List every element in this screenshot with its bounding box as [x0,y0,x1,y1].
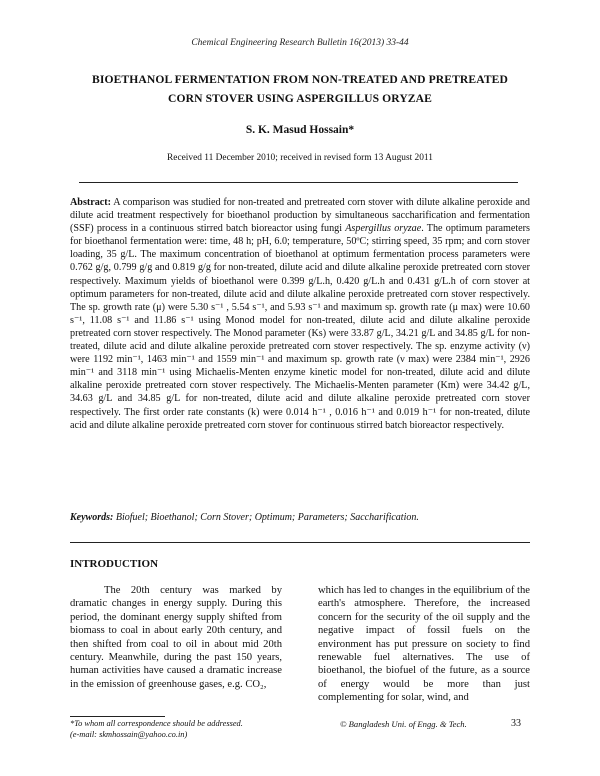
intro-column-right: which has led to changes in the equilibrium of the earth's atmosphere. Therefore, the increased concern for the security of the oil supply and the negative impact of fossil fuels on the environment has put pressure on society to find renewable fuel alternatives. The use of bioethanol, the biofuel of the future, as a source of energy would be more than just complementing for solar, wind, and [318,585,530,704]
title-line-2: CORN STOVER USING ASPERGILLUS ORYZAE [168,92,432,105]
keywords [70,512,530,523]
footnote-correspondence: *To whom all correspondence should be addressed. [70,719,243,728]
author-name: S. K. Masud Hossain* [245,124,355,136]
copyright: © Bangladesh Uni. of Engg. & Tech. [340,719,467,729]
journal-header: Chemical Engineering Research Bulletin 16(2013) 33-44 [191,38,409,48]
abstract [70,196,530,432]
introduction-heading: INTRODUCTION [70,558,159,570]
page-number: 33 [511,718,521,729]
footnote [70,719,330,740]
keywords-list: Biofuel; Bioethanol; Corn Stover; Optimum; Parameters; Saccharification. [113,512,419,523]
top-divider [79,182,518,183]
intro-column-left: The 20th century was marked by dramatic changes in energy supply. During this period, the dominant energy supply shifted from biomass to coal in about early 20th century, and then shifted from coal to oil in about mid 20th century. Meanwhile, during the past 150 years, human activities have caused a dramatic increase in the emission of greenhouse gases, e.g. CO₂, [70,585,282,690]
title-line-1: BIOETHANOL FERMENTATION FROM NON-TREATED AND PRETREATED [92,73,508,86]
footnote-email: (e-mail: skmhossain@yahoo.co.in) [70,729,188,739]
abstract-label: Abstract: [70,197,112,208]
abstract-text-2: . The optimum parameters for bioethanol fermentation were: time, 48 h; pH, 6.0; temperature, 50ºC; stirring speed, 35 rpm; and corn stover loading, 35 g/L. The maximum concentration of bioethanol at optimum fermentation process parameters were 0.762 g/g, 0.799 g/g and 0.819 g/g for non-treated, dilute acid and dilute alkaline peroxide pretreated corn stover respectively. Maximum yields of bioethanol were 0.399 g/L.h, 0.420 g/L.h and 0.431 g/L.h of corn stover at optimum parameters for non-treated, dilute acid and dilute alkaline peroxide pretreated corn stover respectively. The sp. growth rate (μ) were 5.30 s⁻¹ , 5.54 s⁻¹, and 5.93 s⁻¹ and maximum sp. growth rate (μ max) were 10.60 s⁻¹, 11.08 s⁻¹ and 11.86 s⁻¹ using Monod model for non-treated, dilute acid and dilute alkaline peroxide pretreated corn stover respectively. The Monod parameter (Ks) were 33.87 g/L, 34.21 g/L and 34.85 g/L for non-treated, dilute acid and dilute alkaline peroxide pretreated corn stover respectively. The sp. enzyme activity (ν) were 1192 min⁻¹, 1463 min⁻¹ and 1559 min⁻¹ and maximum sp. growth rate (ν max) were 2384 min⁻¹, 2926 min⁻¹ and 3118 min⁻¹ using Michaelis-Menten enzyme kinetic model for non-treated, dilute acid and dilute alkaline peroxide pretreated corn stover respectively. The Michaelis-Menten parameter (Km) were 34.42 g/L, 34.63 g/L and 34.85 g/L for non-treated, dilute acid and dilute alkaline peroxide pretreated corn stover respectively. The first order rate constants (k) were 0.014 h⁻¹ , 0.016 h⁻¹ and 0.019 h⁻¹ for non-treated, dilute acid and dilute alkaline peroxide pretreated corn stover for continuous stirred batch bioreactor respectively. [70,223,530,431]
paper-title [60,70,540,108]
section-divider [70,542,530,543]
keywords-label: Keywords: [70,512,114,523]
abstract-organism: Aspergillus oryzae [345,223,422,235]
footnote-divider [70,716,165,717]
abstract-text-1: A comparison was studied for non-treated and pretreated corn stover with dilute alkaline peroxide and dilute acid treatment respectively for bioethanol production by simultaneous saccharification and fermentation (SSF) process in a continuous stirred batch bioreactor using fungi [70,197,530,235]
received-dates: Received 11 December 2010; received in revised form 13 August 2011 [167,153,433,163]
